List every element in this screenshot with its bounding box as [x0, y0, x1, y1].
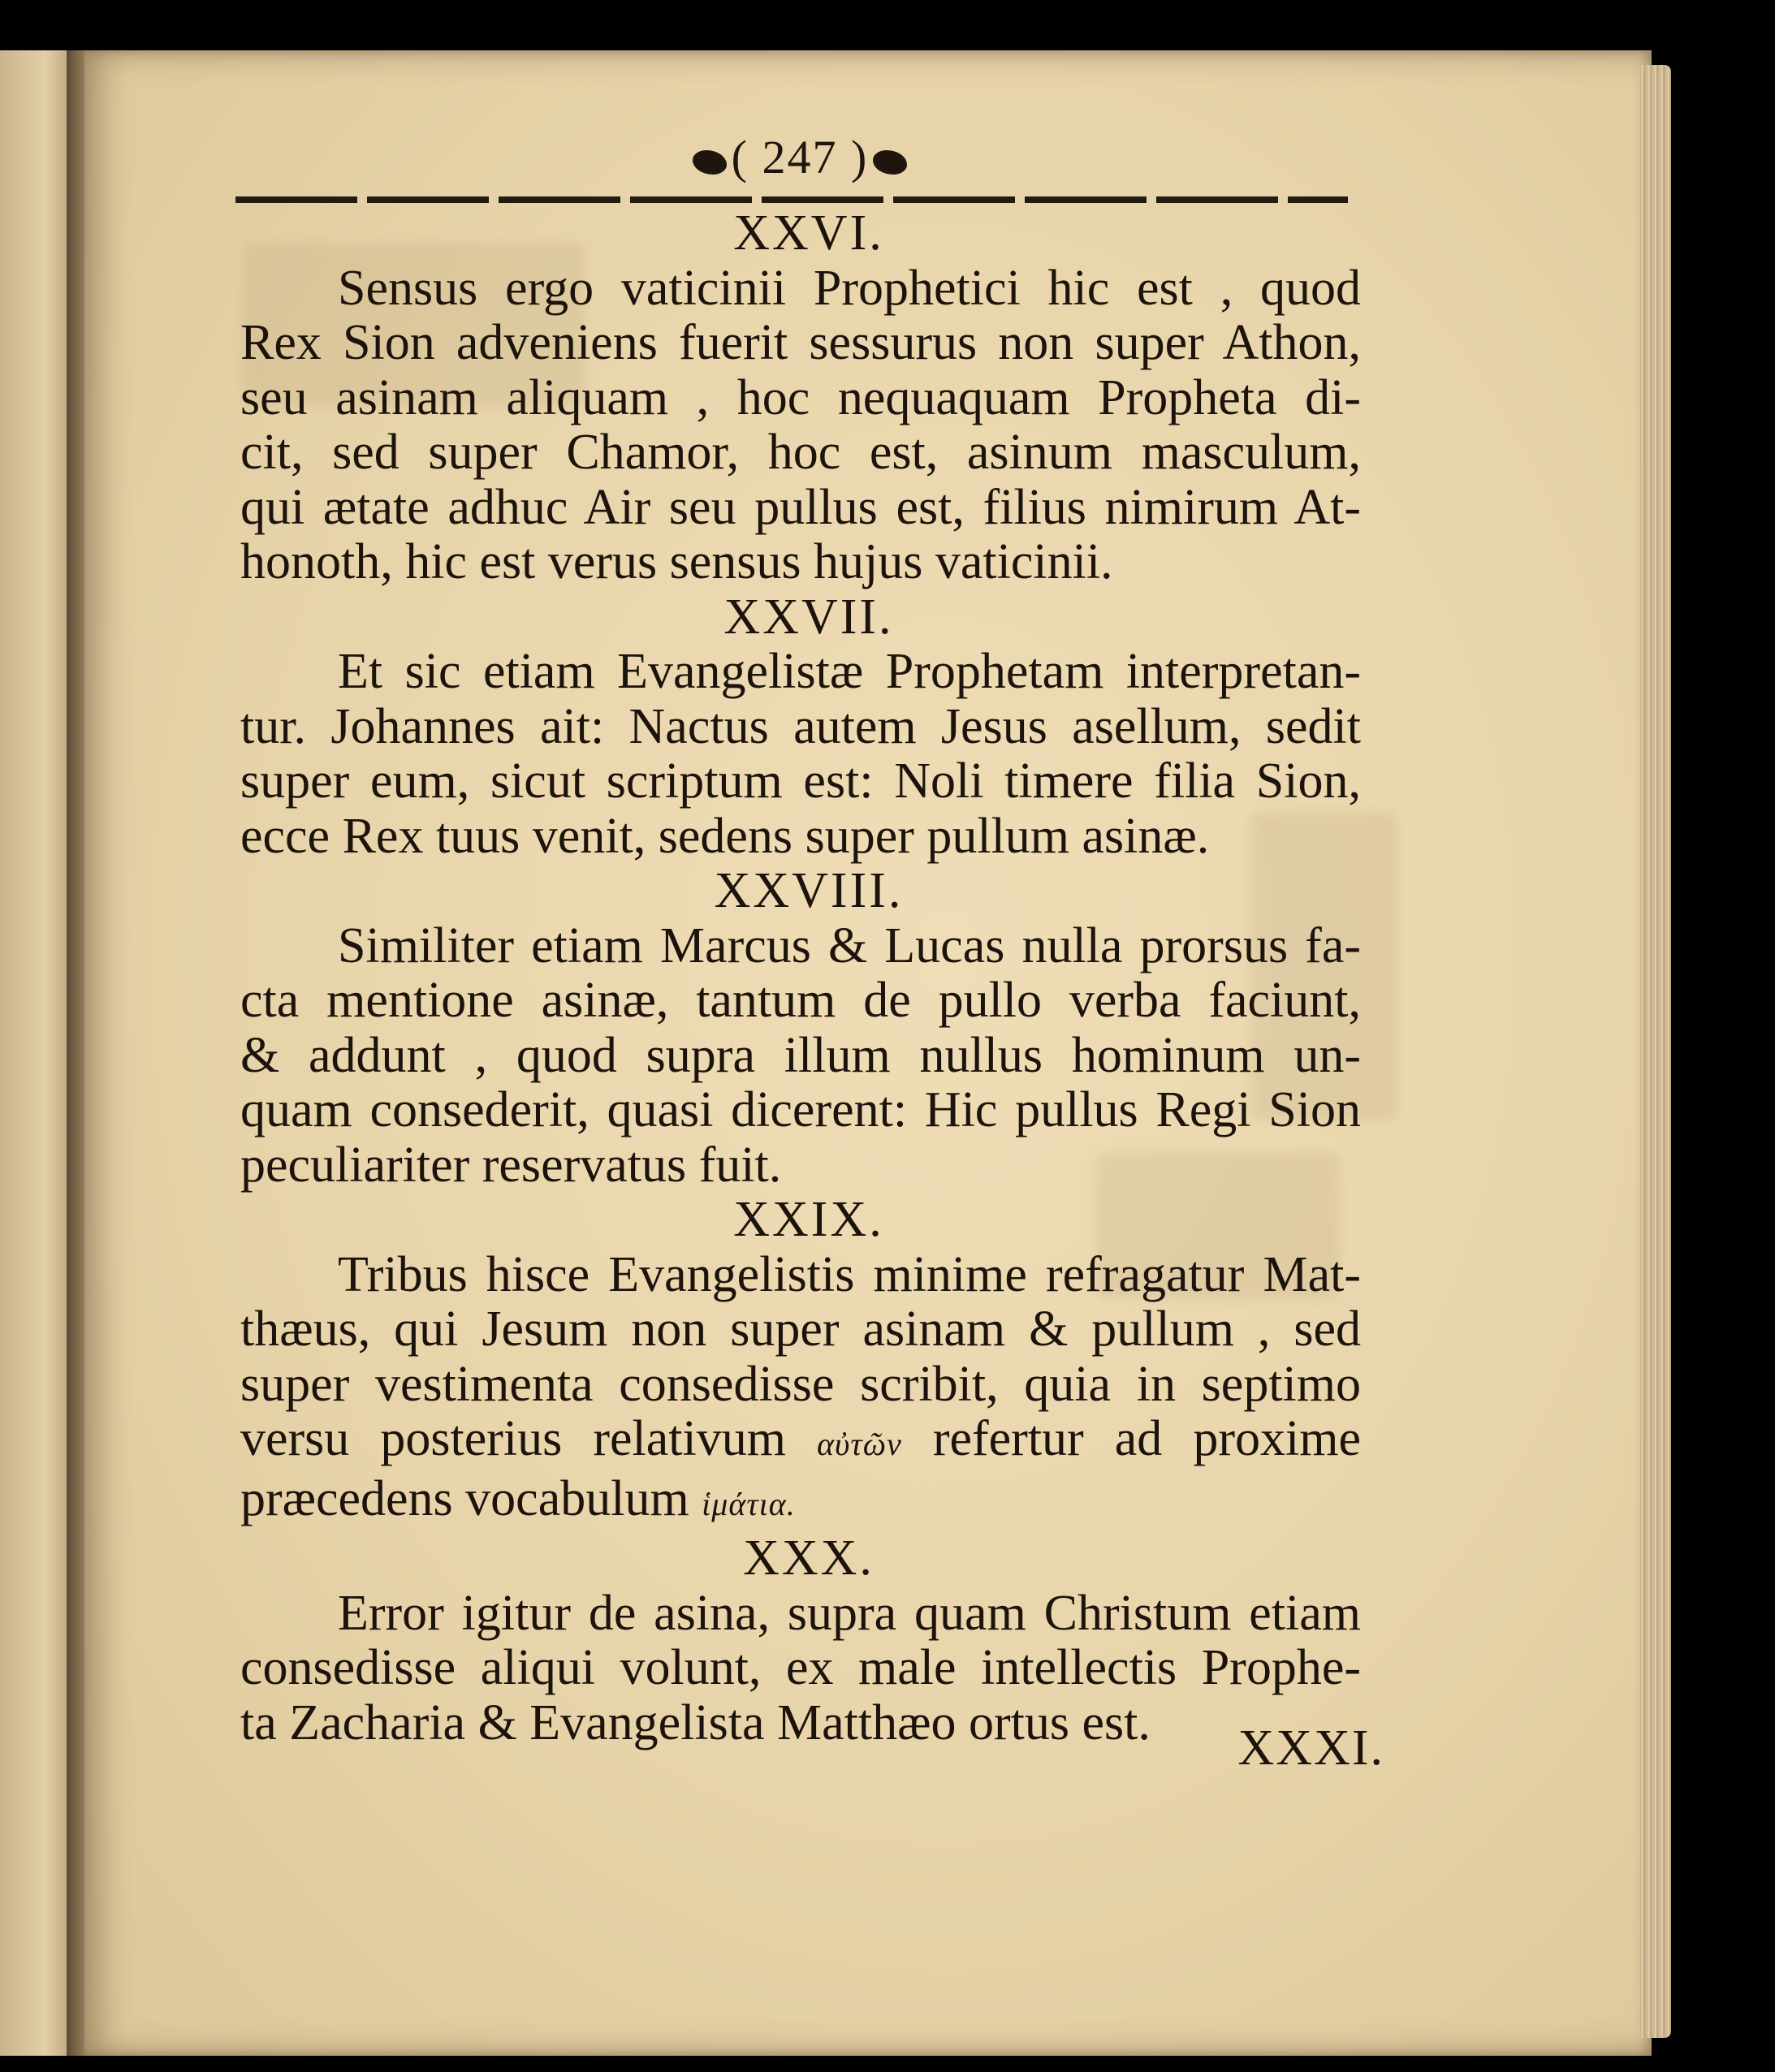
text-line: honoth, hic est verus sensus hujus vaticinii. [240, 534, 1113, 589]
text-line: thæus, qui Jesum non super asinam & pullum , sed [240, 1301, 1361, 1357]
section-heading: XXVIII. [714, 863, 904, 918]
section-heading: XXX. [743, 1530, 875, 1586]
text-line: & addunt , quod supra illum nullus hominum un- [240, 1027, 1361, 1083]
text-line: qui ætate adhuc Air seu pullus est, filius nimirum At- [240, 479, 1361, 535]
ornament-left-icon [693, 150, 727, 175]
section-heading: XXVII. [723, 589, 894, 645]
greek-word: αὐτῶν [817, 1426, 902, 1462]
text-line [240, 1472, 1361, 1532]
text-line: Tribus hisce Evangelistis minime refragatur Mat- [338, 1246, 1361, 1302]
greek-word: ἱμάτια. [702, 1485, 796, 1522]
catchword: XXXI. [1237, 1720, 1384, 1776]
text-line: Rex Sion adveniens fuerit sessurus non super Athon, [240, 315, 1361, 370]
text-line: ecce Rex tuus venit, sedens super pullum asinæ. [240, 808, 1210, 864]
previous-page-edge [0, 50, 75, 2056]
text-fragment: præcedens vocabulum [240, 1470, 689, 1526]
text-line: super eum, sicut scriptum est: Noli timere filia Sion, [240, 753, 1361, 809]
page-stack-edges [1640, 65, 1671, 2038]
ornament-right-icon [873, 150, 907, 175]
text-line: Error igitur de asina, supra quam Christum etiam [338, 1585, 1361, 1641]
text-fragment: versu posterius relativum [240, 1411, 786, 1466]
text-line: tur. Johannes ait: Nactus autem Jesus asellum, sedit [240, 698, 1361, 754]
page-number [678, 130, 922, 184]
text-line: cit, sed super Chamor, hoc est, asinum masculum, [240, 425, 1361, 480]
text-line: consedisse aliqui volunt, ex male intellectis Prophe- [240, 1640, 1361, 1695]
text-line: Et sic etiam Evangelistæ Prophetam interpretan- [338, 644, 1361, 699]
section-heading: XXVI. [733, 205, 884, 261]
text-line: Similiter etiam Marcus & Lucas nulla prorsus fa- [338, 917, 1361, 973]
section-heading: XXIX. [733, 1192, 884, 1247]
body-text [240, 206, 1361, 1750]
text-line [240, 1412, 1361, 1472]
text-line: quam consederit, quasi dicerent: Hic pullus Regi Sion [240, 1082, 1361, 1137]
text-line: seu asinam aliquam , hoc nequaquam Propheta di- [240, 369, 1361, 425]
text-line: ta Zacharia & Evangelista Matthæo ortus est. [240, 1694, 1151, 1750]
page-number-text: ( 247 ) [731, 131, 869, 183]
header-rule [235, 196, 1348, 203]
text-line: cta mentione asinæ, tantum de pullo verba faciunt, [240, 973, 1361, 1028]
text-fragment: refertur ad proxime [932, 1411, 1362, 1466]
text-line: peculiariter reservatus fuit. [240, 1137, 782, 1193]
text-line: super vestimenta consedisse scribit, quia in septimo [240, 1356, 1361, 1412]
running-header [235, 130, 1348, 182]
text-line: Sensus ergo vaticinii Prophetici hic est , quod [338, 260, 1361, 316]
